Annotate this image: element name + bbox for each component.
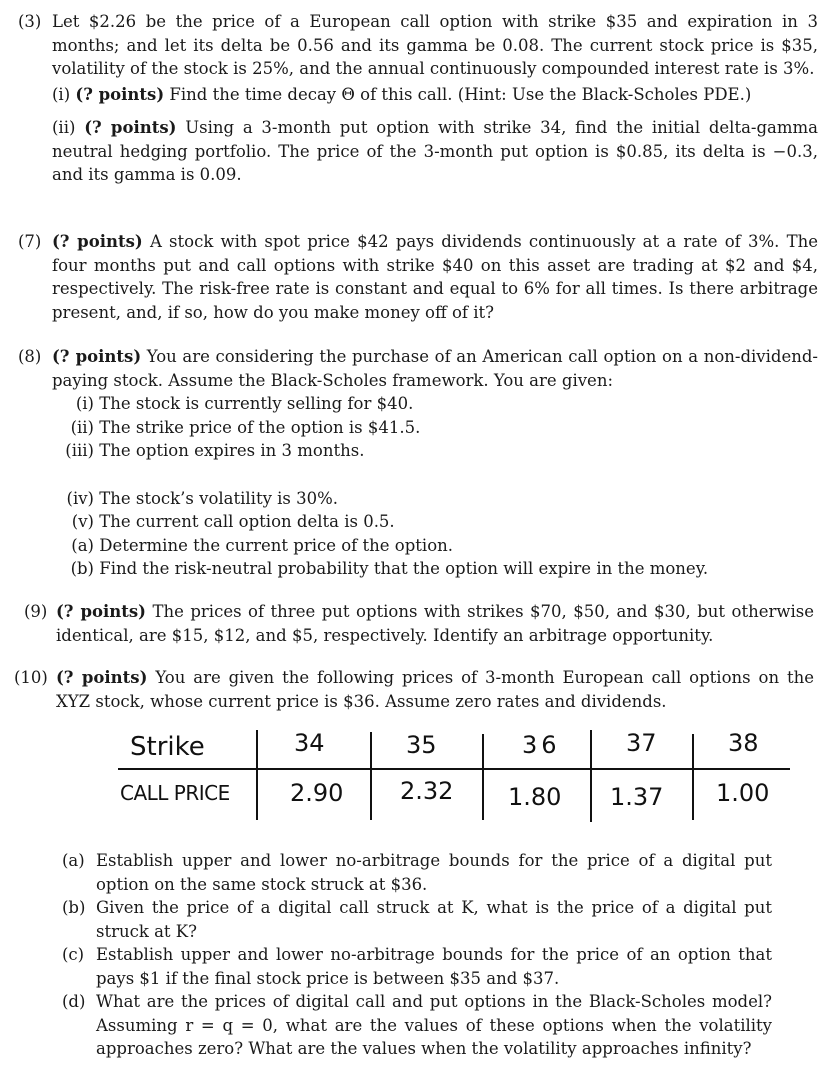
part-label: (ii) [52, 118, 76, 137]
problem-number: (8) [18, 347, 42, 366]
list-item: (c) Establish upper and lower no-arbitrage bounds for the price of an option that pays $1 if the final stock price is between $35 and $37. [62, 945, 772, 988]
problem-text: You are given the following prices of 3-month European call options on the XYZ stock, whose current price is $36. Assume zero rates and dividends. [56, 668, 814, 711]
problem-number: (9) [24, 602, 48, 621]
list-item: (ii) The strike price of the option is $41.5. [70, 417, 421, 437]
list-item: (b) Given the price of a digital call struck at K, what is the price of a digital put struck at K? [62, 898, 772, 941]
part-text: Using a 3-month put option with strike 34, find the initial delta-gamma neutral hedging portfolio. The price of the 3-month put option is $0.85, its delta is −0.3, and its gamma is 0.09. [52, 118, 819, 184]
list-item: (d) What are the prices of digital call and put options in the Black-Scholes model? Assuming r = q = 0, what are the values of these options when the volatility approaches zero? What are the values when the volatility approaches infinity? [62, 992, 772, 1058]
strike-value: 36 [522, 731, 561, 759]
problem-8 [18, 345, 818, 581]
problem-10 [14, 666, 814, 713]
points-label: (? points) [56, 602, 146, 621]
strike-value: 34 [294, 729, 325, 757]
list-item: (b) Find the risk-neutral probability that the option will expire in the money. [70, 559, 709, 578]
problem-8-list [54, 392, 818, 581]
points-label: (? points) [75, 84, 165, 104]
problem-10-parts [62, 849, 772, 1061]
problem-9-text [56, 600, 814, 647]
price-value: 2.90 [290, 779, 344, 807]
problem-text: A stock with spot price $42 pays dividends continuously at a rate of 3%. The four months put and call options with strike $40 on this asset are trading at $2 and $4, respectively. The risk-free rate is constant and equal to 6% for all times. Is there arbitrage present, and, if so, how do you make money off of it? [52, 232, 819, 322]
problem-text: You are considering the purchase of an American call option on a non-dividend-paying stock. Assume the Black-Scholes framework. You are given: [52, 347, 818, 390]
part-label: (i) [52, 84, 71, 104]
table-divider [692, 734, 694, 820]
points-label: (? points) [52, 232, 143, 251]
row-label-call-price: CALL PRICE [120, 781, 230, 805]
problem-9 [24, 600, 814, 647]
list-item: (i) The stock is currently selling for $40. [75, 394, 414, 413]
problem-number: (7) [18, 232, 42, 251]
table-divider [256, 730, 258, 820]
list-item: (iv) The stock’s volatility is 30%. [66, 488, 339, 508]
part-text: Find the time decay Θ of this call. (Hint: Use the Black-Scholes PDE.) [169, 84, 752, 104]
price-value: 2.32 [400, 777, 454, 805]
price-value: 1.37 [610, 783, 664, 811]
problem-number: (3) [18, 12, 42, 31]
problem-7 [18, 230, 818, 324]
strike-value: 35 [406, 731, 437, 759]
problem-text: The prices of three put options with strikes $70, $50, and $30, but otherwise identical, are $15, $12, and $5, respectively. Identify an arbitrage opportunity. [56, 602, 814, 645]
points-label: (? points) [52, 347, 142, 366]
problem-10-text [56, 666, 814, 713]
strike-value: 38 [728, 729, 759, 757]
price-value: 1.00 [716, 779, 770, 807]
list-item: (iii) The option expires in 3 months. [65, 441, 365, 460]
table-horizontal-rule [118, 768, 790, 770]
problem-3-part-i [52, 83, 818, 107]
points-label: (? points) [84, 118, 177, 137]
problem-3 [18, 10, 818, 187]
problem-8-text [52, 345, 818, 392]
call-price-table [118, 730, 798, 826]
table-divider [590, 730, 592, 822]
problem-number: (10) [14, 668, 48, 687]
problem-3-stem: Let $2.26 be the price of a European call option with strike $35 and expiration in 3 months; and let its delta be 0.56 and its gamma be 0.08. The current stock price is $35, volatility of the stock is 25%, and the annual continuously compounded interest rate is 3%. [52, 12, 818, 78]
price-value: 1.80 [508, 783, 562, 811]
problem-3-part-ii [52, 116, 818, 187]
problem-7-text [52, 230, 818, 324]
table-divider [370, 732, 372, 820]
list-item: (a) Determine the current price of the option. [71, 535, 454, 555]
points-label: (? points) [56, 668, 148, 687]
list-item: (v) The current call option delta is 0.5. [71, 512, 395, 531]
list-item: (a) Establish upper and lower no-arbitrage bounds for the price of a digital put option on the same stock struck at $36. [62, 851, 772, 894]
strike-value: 37 [626, 729, 657, 757]
row-label-strike: Strike [130, 732, 205, 762]
table-divider [482, 734, 484, 820]
